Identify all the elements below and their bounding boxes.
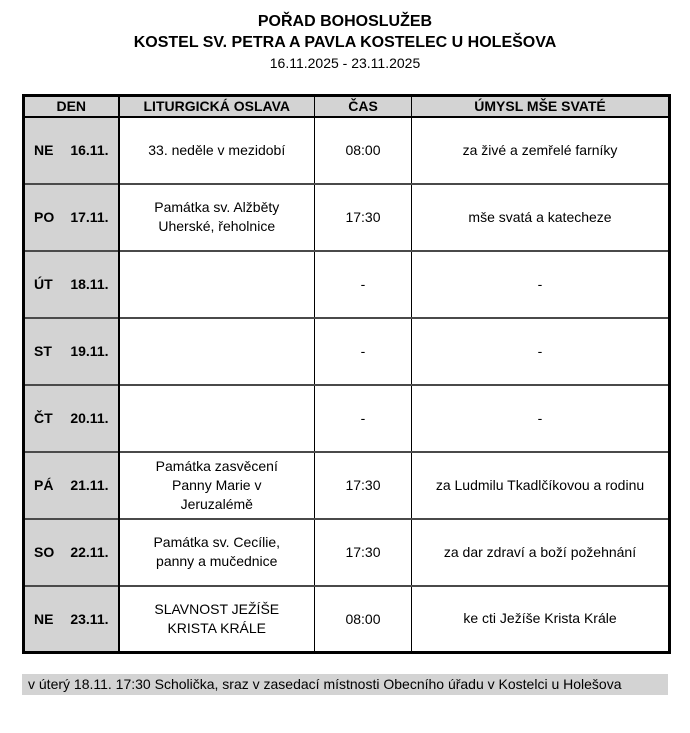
col-header-celebration: LITURGICKÁ OSLAVA <box>119 96 315 117</box>
page-title: POŘAD BOHOSLUŽEB <box>257 13 433 30</box>
table-row <box>24 586 670 653</box>
celebration-cell: SLAVNOST JEŽÍŠE KRISTA KRÁLE <box>119 586 315 653</box>
intention-cell: - <box>412 318 670 385</box>
intention-cell: za živé a zemřelé farníky <box>412 117 670 184</box>
day-abbr: ČT <box>34 410 53 426</box>
celebration-cell <box>119 385 315 452</box>
day-cell <box>24 184 119 251</box>
day-date: 19.11. <box>70 343 109 359</box>
services-table <box>22 94 671 654</box>
day-abbr: PÁ <box>34 477 54 493</box>
day-abbr: PO <box>34 209 55 225</box>
table-row <box>24 318 670 385</box>
time-cell: - <box>315 251 412 318</box>
celebration-cell <box>119 251 315 318</box>
table-row <box>24 452 670 519</box>
day-date: 23.11. <box>70 610 109 627</box>
time-cell: - <box>315 385 412 452</box>
day-abbr: ST <box>34 343 52 359</box>
document-header <box>0 0 690 73</box>
col-header-intention: ÚMYSL MŠE SVATÉ <box>412 96 670 117</box>
footer-note: v úterý 18.11. 17:30 Scholička, sraz v zasedací místnosti Obecního úřadu v Kostelci u Holešova <box>22 674 668 695</box>
intention-cell: za dar zdraví a boží požehnání <box>412 519 670 586</box>
day-cell <box>24 452 119 519</box>
celebration-cell: Památka sv. Alžběty Uherské, řeholnice <box>119 184 315 251</box>
day-abbr: ÚT <box>34 276 53 292</box>
intention-cell: za Ludmilu Tkadlčíkovou a rodinu <box>412 452 670 519</box>
intention-cell: - <box>412 385 670 452</box>
church-name: KOSTEL SV. PETRA A PAVLA KOSTELEC U HOLEŠOVA <box>133 34 557 51</box>
day-cell <box>24 318 119 385</box>
time-cell: - <box>315 318 412 385</box>
time-cell: 17:30 <box>315 519 412 586</box>
day-cell <box>24 251 119 318</box>
day-cell <box>24 385 119 452</box>
intention-cell: mše svatá a katecheze <box>412 184 670 251</box>
table-header-row <box>24 96 670 117</box>
table-row <box>24 251 670 318</box>
col-header-time: ČAS <box>315 96 412 117</box>
day-abbr: NE <box>34 610 54 627</box>
celebration-cell: Památka zasvěcení Panny Marie v Jeruzalémě <box>119 452 315 519</box>
celebration-cell: Památka sv. Cecílie, panny a mučednice <box>119 519 315 586</box>
celebration-cell: 33. neděle v mezidobí <box>119 117 315 184</box>
day-date: 22.11. <box>70 544 109 560</box>
intention-cell: ke cti Ježíše Krista Krále <box>412 586 670 653</box>
day-date: 16.11. <box>70 142 109 158</box>
time-cell: 17:30 <box>315 184 412 251</box>
day-date: 18.11. <box>70 276 109 292</box>
table-row <box>24 519 670 586</box>
day-abbr: SO <box>34 544 55 560</box>
col-header-day: DEN <box>24 96 119 117</box>
celebration-cell <box>119 318 315 385</box>
day-date: 17.11. <box>70 209 109 225</box>
table-row <box>24 184 670 251</box>
intention-cell: - <box>412 251 670 318</box>
time-cell: 17:30 <box>315 452 412 519</box>
day-date: 20.11. <box>70 410 109 426</box>
table-row <box>24 117 670 184</box>
day-date: 21.11. <box>70 477 109 493</box>
day-cell <box>24 117 119 184</box>
time-cell: 08:00 <box>315 117 412 184</box>
date-range: 16.11.2025 - 23.11.2025 <box>269 55 421 71</box>
day-cell <box>24 586 119 653</box>
table-row <box>24 385 670 452</box>
day-cell <box>24 519 119 586</box>
day-abbr: NE <box>34 142 54 158</box>
time-cell: 08:00 <box>315 586 412 653</box>
